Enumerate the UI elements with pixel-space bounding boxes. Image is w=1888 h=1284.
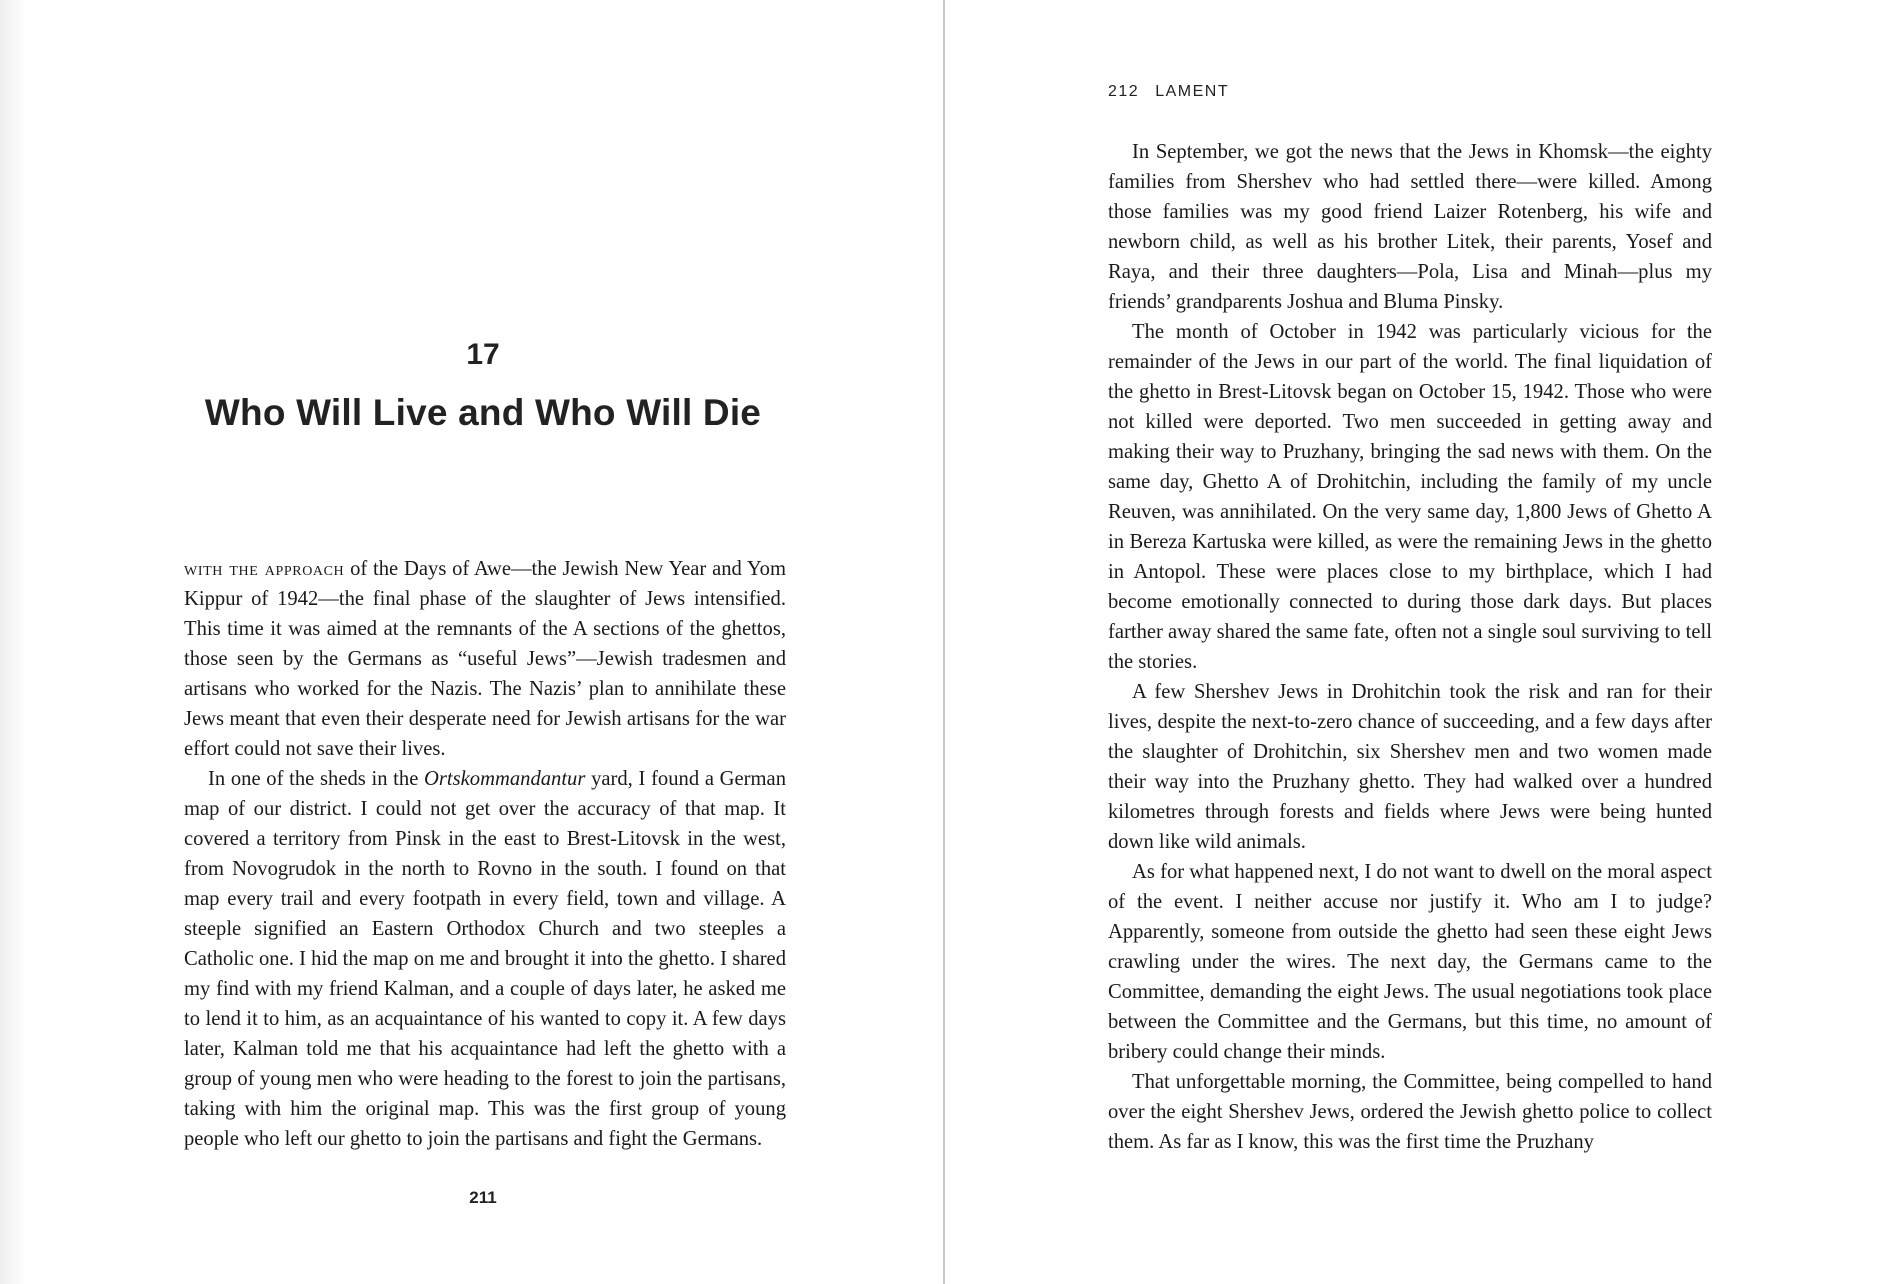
- paragraph-opening: [184, 554, 786, 764]
- running-head-page-number: 212: [1108, 83, 1140, 100]
- paragraph: That unforgettable morning, the Committee, being compelled to hand over the eight Shershev Jews, ordered the Jewish ghetto police to collect them. As far as I know, this was the first time the Pruzhany: [1108, 1071, 1712, 1153]
- italic-term: Ortskommandantur: [424, 768, 586, 790]
- page-number: 211: [469, 1188, 497, 1207]
- left-body-text: [184, 554, 786, 1154]
- chapter-title: Who Will Live and Who Will Die: [204, 392, 762, 433]
- running-head-title: LAMENT: [1155, 83, 1230, 100]
- chapter-number: 17: [466, 338, 500, 371]
- opening-text: of the Days of Awe—the Jewish New Year and Yom Kippur of 1942—the final phase of the slaughter of Jews intensified. This time it was aimed at the remnants of the A sections of the ghettos, those seen by the Germans as “useful Jews”—Jewish tradesmen and artisans who worked for the Nazis. The Nazis’ plan to annihilate these Jews meant that even their desperate need for Jewish artisans for the war effort could not save their lives.: [184, 558, 786, 760]
- running-head: [1108, 83, 1229, 101]
- paragraph-text-before-italic: In one of the sheds in the: [208, 768, 425, 790]
- paragraph: A few Shershev Jews in Drohitchin took the risk and ran for their lives, despite the next-to-zero chance of succeeding, and a few days after the slaughter of Drohitchin, six Shershev men and two women made their way into the Pruzhany ghetto. They had walked over a hundred kilometres through forests and fields where Jews were being hunted down like wild animals.: [1108, 681, 1712, 853]
- left-page: [0, 0, 943, 1284]
- paragraph: In September, we got the news that the Jews in Khomsk—the eighty families from Shershev who had settled there—were killed. Among those families was my good friend Laizer Rotenberg, his wife and newborn child, as well as his brother Litek, their parents, Yosef and Raya, and their three daughters—Pola, Lisa and Minah—plus my friends’ grandparents Joshua and Bluma Pinsky.: [1108, 141, 1712, 313]
- paragraph: As for what happened next, I do not want to dwell on the moral aspect of the event. I neither accuse nor justify it. Who am I to judge? Apparently, someone from outside the ghetto had seen these eight Jews crawling under the wires. The next day, the Germans came to the Committee, demanding the eight Jews. The usual negotiations took place between the Committee and the Germans, but this time, no amount of bribery could change their minds.: [1108, 861, 1712, 1063]
- paragraph: The month of October in 1942 was particularly vicious for the remainder of the Jews in our part of the world. The final liquidation of the ghetto in Brest-Litovsk began on October 15, 1942. Those who were not killed were deported. Two men succeeded in getting away and making their way to Pruzhany, bringing the sad news with them. On the same day, Ghetto A of Drohitchin, including the family of my uncle Reuven, was annihilated. On the very same day, 1,800 Jews of Ghetto A in Bereza Kartuska were killed, as were the remaining Jews in the ghetto in Antopol. These were places close to my birthplace, which I had become emotionally connected to during those dark days. But places farther away shared the same fate, often not a single soul surviving to tell the stories.: [1108, 321, 1712, 673]
- right-body-text: [1108, 137, 1712, 1157]
- paragraph-text-after-italic: yard, I found a German map of our district. I could not get over the accuracy of that map. It covered a territory from Pinsk in the east to Brest-Litovsk in the west, from Novogrudok in the north to Rovno in the south. I found on that map every trail and every footpath in every field, town and village. A steeple signified an Eastern Orthodox Church and two steeples a Catholic one. I hid the map on me and brought it into the ghetto. I shared my find with my friend Kalman, and a couple of days later, he asked me to lend it to him, as an acquaintance of his wanted to copy it. A few days later, Kalman told me that his acquaintance had left the ghetto with a group of young men who were heading to the forest to join the partisans, taking with him the original map. This was the first group of young people who left our ghetto to join the partisans and fight the Germans.: [184, 768, 786, 1150]
- right-page: [945, 0, 1888, 1284]
- paragraph-map: [184, 764, 786, 1154]
- opening-lead-in: with the approach: [184, 558, 345, 580]
